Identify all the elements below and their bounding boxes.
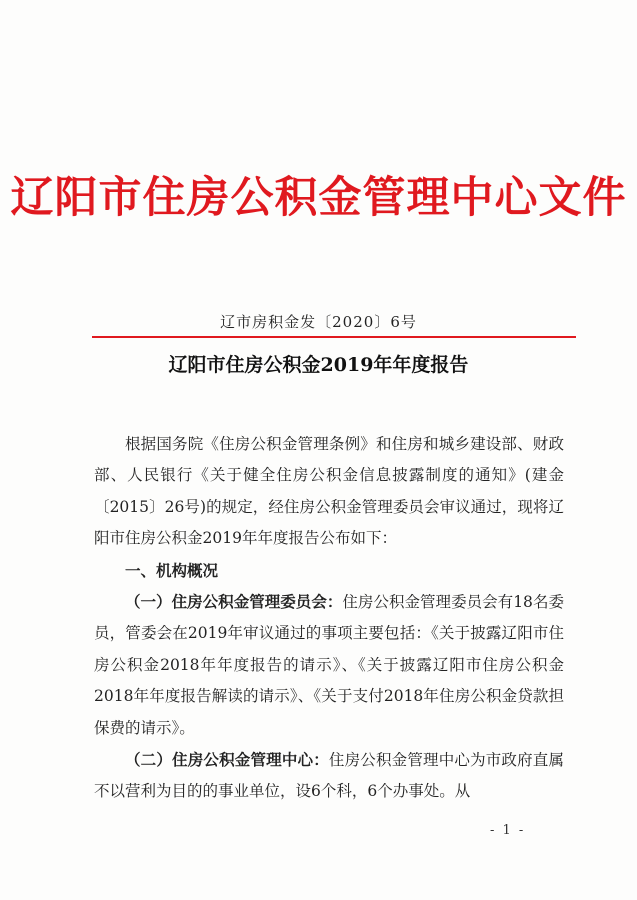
header-red-rule (92, 336, 576, 338)
intro-paragraph: 根据国务院《住房公积金管理条例》和住房和城乡建设部、财政部、人民银行《关于健全住房公积金信息披露制度的通知》(建金〔2015〕26号)的规定，经住房公积金管理委员会审议通过，现将辽阳市住房公积金2019年年度报告公布如下： (94, 435, 564, 548)
section-heading: 一、机构概况 (125, 560, 219, 580)
document-number: 辽市房积金发〔2020〕6号 (220, 313, 417, 331)
paragraph-center (94, 744, 564, 808)
paragraph-text: 住房公积金管理委员会有18名委员，管委会在2019年审议通过的事项主要包括：《关于披露辽阳市住房公积金2018年年度报告的请示》、《关于披露辽阳市住房公积金2018年年度报告解读的请示》、《关于支付2018年住房公积金贷款担保费的请示》。 (94, 593, 564, 737)
paragraph-lead: （二）住房公积金管理中心： (125, 750, 329, 770)
report-title: 辽阳市住房公积金2019年年度报告 (168, 354, 469, 376)
paragraph-text: 住房公积金管理中心为市政府直属不以营利为目的的事业单位，设6个科，6个办事处。从 (94, 751, 564, 801)
document-body (94, 429, 564, 808)
paragraph-committee (94, 586, 564, 744)
page-number: - 1 - (490, 823, 526, 838)
document-header-title: 辽阳市住房公积金管理中心文件 (10, 173, 627, 223)
paragraph-lead: （一）住房公积金管理委员会： (125, 592, 343, 612)
